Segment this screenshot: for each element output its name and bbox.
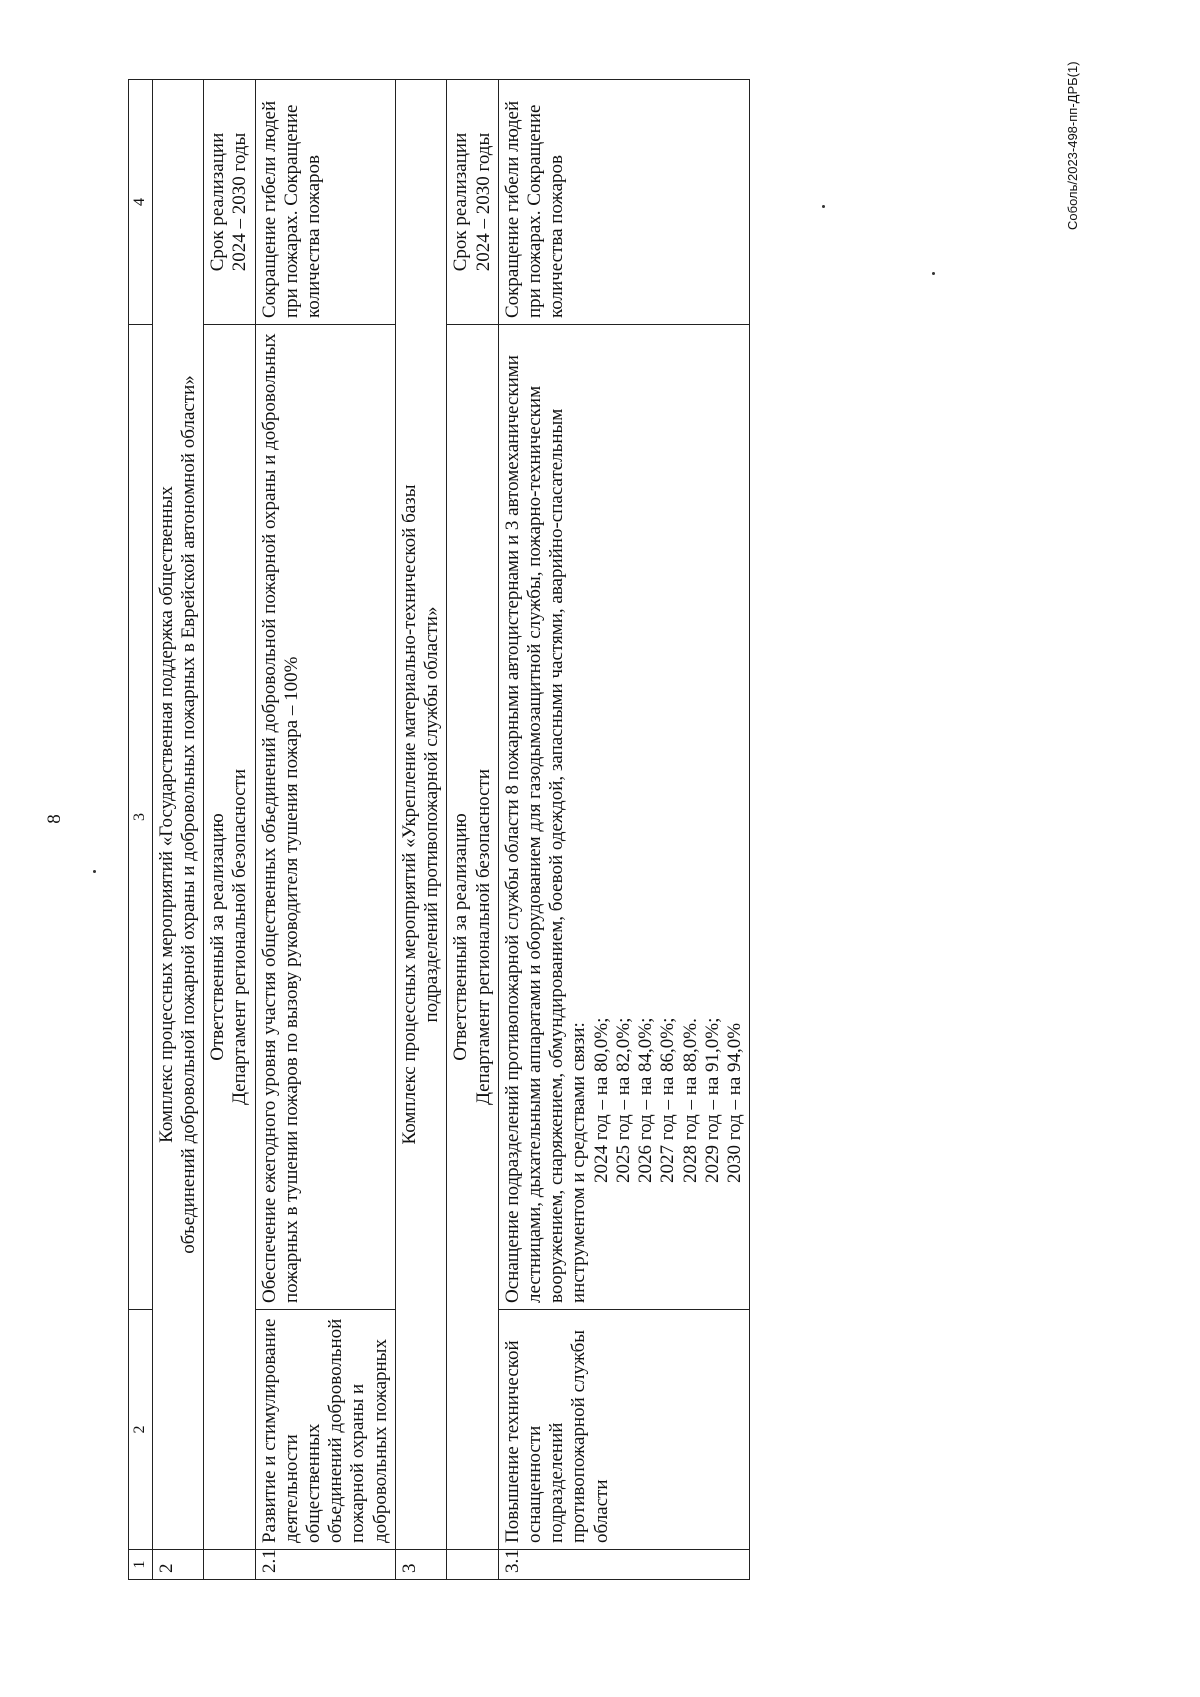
rotated-table-container bbox=[128, 80, 890, 1580]
task-result: Сокращение гибели людей при пожарах. Сокращение количества пожаров bbox=[498, 80, 749, 325]
task-description-cell bbox=[498, 325, 749, 1310]
term-label: Срок реализации bbox=[450, 132, 472, 272]
term-value: 2024 – 2030 годы bbox=[472, 132, 494, 272]
empty-cell bbox=[447, 1550, 498, 1580]
header-col-4: 4 bbox=[129, 80, 153, 325]
term-cell bbox=[447, 80, 498, 325]
page-number: 8 bbox=[43, 814, 65, 824]
task-description: Обеспечение ежегодного уровня участия общественных объединений добровольной пожарной охраны и добровольных пожарных в тушении пожаров по вызову руководителя тушения пожара – 100% bbox=[255, 325, 395, 1310]
section-number: 3 bbox=[395, 1550, 446, 1580]
term-cell bbox=[204, 80, 255, 325]
responsible-cell bbox=[447, 325, 498, 1550]
responsible-cell bbox=[204, 325, 255, 1550]
section-title bbox=[152, 80, 203, 1550]
year-target: 2026 год – на 84,0%; bbox=[635, 1017, 657, 1183]
task-name: Повышение технической оснащенности подразделений противопожарной службы области bbox=[498, 1310, 749, 1550]
section-title-line-1: Комплекс процессных мероприятий «Укрепление материально-технической базы bbox=[398, 484, 420, 1145]
section-title-row bbox=[395, 80, 446, 1580]
year-target: 2029 год – на 91,0%; bbox=[701, 1017, 723, 1183]
task-row bbox=[498, 80, 749, 1580]
scan-speck bbox=[93, 870, 96, 873]
empty-cell bbox=[204, 1550, 255, 1580]
section-title-line-1: Комплекс процессных мероприятий «Государственная поддержка общественных bbox=[155, 486, 177, 1143]
section-title-row bbox=[152, 80, 203, 1580]
section-title bbox=[395, 80, 446, 1550]
task-number: 2.1 bbox=[255, 1550, 395, 1580]
year-target: 2028 год – на 88,0%. bbox=[679, 1018, 701, 1183]
year-target: 2030 год – на 94,0% bbox=[723, 1022, 745, 1183]
document-code-text: Соболь/2023-498-пп-ДРБ(1) bbox=[1065, 61, 1080, 230]
task-description: Оснащение подразделений противопожарной службы области 8 пожарными автоцистернами и 3 автомеханическими лестницами, дыхательными аппаратами и оборудованием для газодымозащитной службы, пожарно-техническим вооружением, снаряжением, обмундированием, боевой одеждой, запасными частями, аварийно-спасательным инструментом и средствами связи: bbox=[501, 355, 590, 1303]
responsible-value: Департамент региональной безопасности bbox=[229, 768, 251, 1106]
header-col-1: 1 bbox=[129, 1550, 153, 1580]
section-number: 2 bbox=[152, 1550, 203, 1580]
year-target: 2024 год – на 80,0%; bbox=[590, 1017, 612, 1183]
term-label: Срок реализации bbox=[207, 132, 229, 272]
section-title-line-2: подразделений противопожарной службы области» bbox=[421, 606, 443, 1023]
year-target: 2027 год – на 86,0%; bbox=[657, 1017, 679, 1183]
term-value: 2024 – 2030 годы bbox=[229, 132, 251, 272]
task-name: Развитие и стимулирование деятельности общественных объединений добровольной пожарной охраны и добровольных пожарных bbox=[255, 1310, 395, 1550]
header-col-3: 3 bbox=[129, 325, 153, 1310]
section-responsible-row bbox=[204, 80, 255, 1580]
responsible-value: Департамент региональной безопасности bbox=[472, 768, 494, 1106]
measures-table bbox=[128, 79, 750, 1580]
task-number: 3.1 bbox=[498, 1550, 749, 1580]
section-title-line-2: объединений добровольной пожарной охраны и добровольных пожарных в Еврейской автономной области» bbox=[177, 375, 199, 1254]
responsible-label: Ответственный за реализацию bbox=[450, 813, 472, 1061]
table-header-row bbox=[129, 80, 153, 1580]
task-result: Сокращение гибели людей при пожарах. Сокращение количества пожаров bbox=[255, 80, 395, 325]
year-target: 2025 год – на 82,0%; bbox=[612, 1017, 634, 1183]
task-row bbox=[255, 80, 395, 1580]
header-col-2: 2 bbox=[129, 1310, 153, 1550]
section-responsible-row bbox=[447, 80, 498, 1580]
scan-speck bbox=[932, 272, 935, 275]
responsible-label: Ответственный за реализацию bbox=[207, 813, 229, 1061]
